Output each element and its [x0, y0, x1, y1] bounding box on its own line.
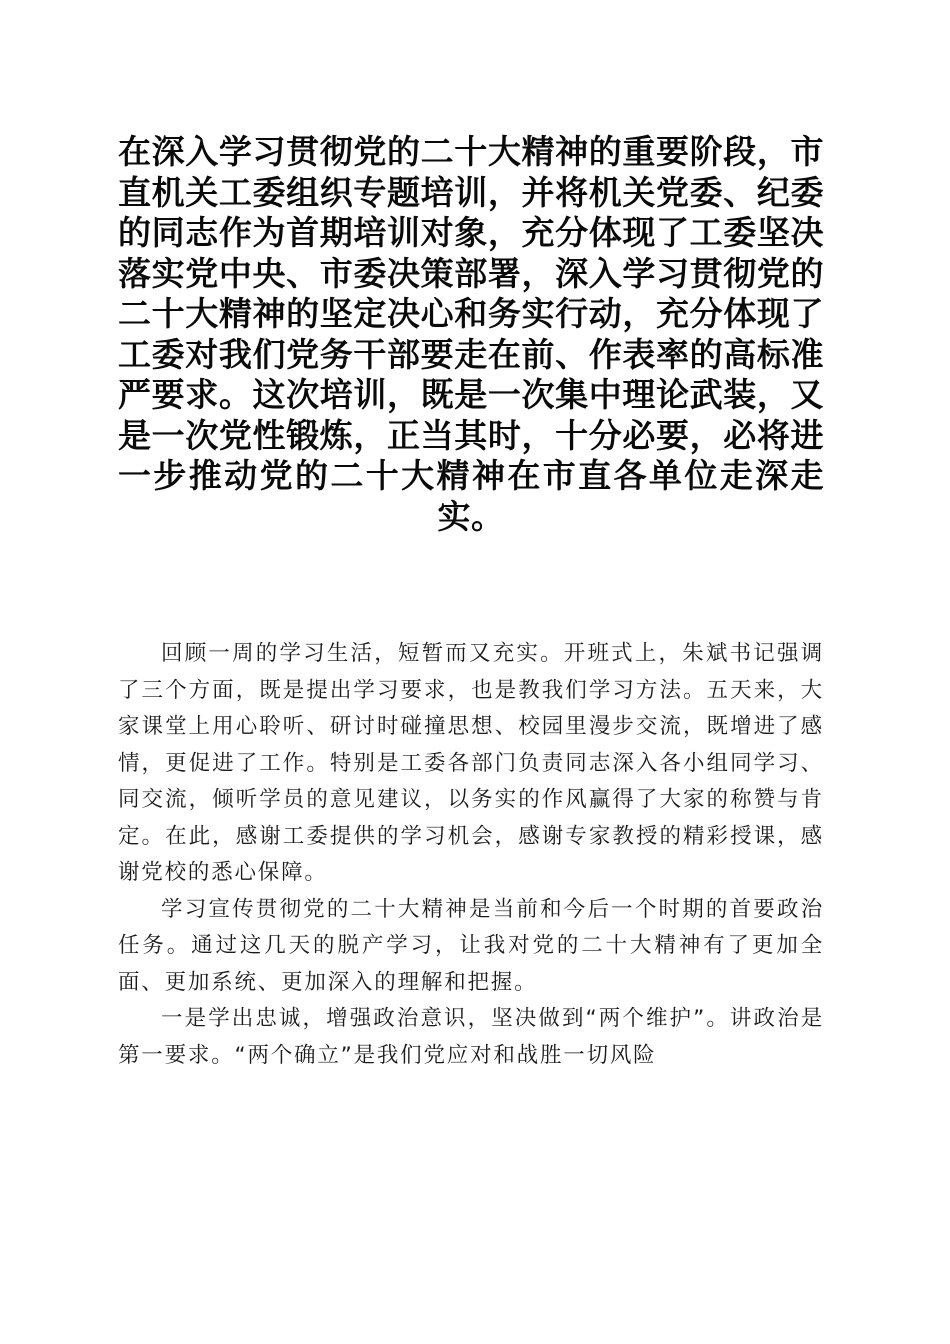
paragraph-task: 学习宣传贯彻党的二十大精神是当前和今后一个时期的首要政治任务。通过这几天的脱产学习，让我对党的二十大精神有了更加全面、更加系统、更加深入的理解和把握。: [118, 896, 824, 995]
paragraph-point-one: 一是学出忠诚，增强政治意识，坚决做到“两个维护”。讲政治是第一要求。“两个确立”是我们党应对和战胜一切风险: [118, 1006, 824, 1068]
paragraph-review: 回顾一周的学习生活，短暂而又充实。开班式上，朱斌书记强调了三个方面，既是提出学习要求，也是教我们学习方法。五天来，大家课堂上用心聆听、研讨时碰撞思想、校园里漫步交流，既增进了感情，更促进了工作。特别是工委各部门负责同志深入各小组同学习、同交流，倾听学员的意见建议，以务实的作风赢得了大家的称赞与肯定。在此，感谢工委提供的学习机会，感谢专家教授的精彩授课，感谢党校的悉心保障。: [118, 641, 824, 885]
document-body: [118, 636, 824, 1074]
document-title: 在深入学习贯彻党的二十大精神的重要阶段，市直机关工委组织专题培训，并将机关党委、纪委的同志作为首期培训对象，充分体现了工委坚决落实党中央、市委决策部署，深入学习贯彻党的二十大精神的坚定决心和务实行动，充分体现了工委对我们党务干部要走在前、作表率的高标准严要求。这次培训，既是一次集中理论武装，又是一次党性锻炼，正当其时，十分必要，必将进一步推动党的二十大精神在市直各单位走深走实。: [118, 132, 824, 536]
